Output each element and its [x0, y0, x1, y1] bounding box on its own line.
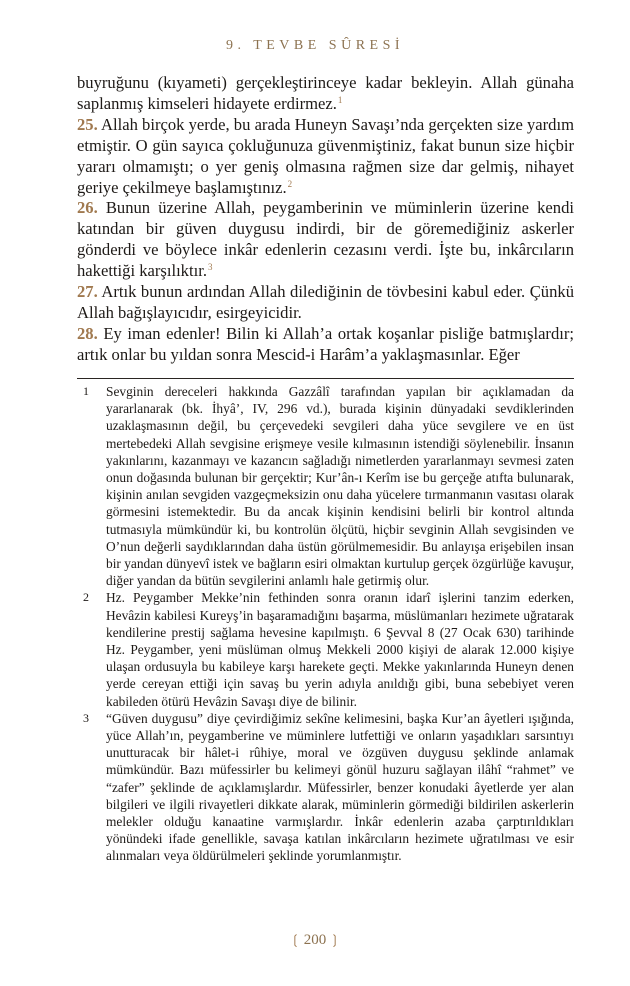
footnote-text: Hz. Peygamber Mekke’nin fethinden sonra oranın idarî işlerini tanzim ederken, Hevâzin kabilesi Kureyş’in başaramadığını başarma, müslümanları hezimete uğratarak kendilerine prestij sağlama hevesine kapılmıştı. 6 Şevval 8 (27 Ocak 630) tarihinde Hz. Peygamber, yeni müslüman olmuş Mekkeli 2000 kişiyi de alarak 12.000 kişiye ulaşan ordusuyla bu kabileye karşı harekete geçti. Mekke yakınlarında Huneyn denen yerde cereyan ettiği için savaş bu yerin adıyla anıldığı gibi, buna sebebiyet veren kabileden ötürü Hevâzin Savaşı diye de bilinir. [106, 590, 574, 709]
verse-text-segment: buyruğunu (kıyameti) gerçekleştirinceye kadar bekleyin. Allah günaha saplanmış kimseleri hidayete erdirmez. [77, 73, 574, 113]
verse-text [77, 73, 574, 366]
footnote-ref[interactable]: 2 [287, 178, 293, 189]
footnotes [77, 383, 574, 865]
footnote [77, 589, 574, 709]
left-ornament-icon: ❲ [289, 932, 301, 947]
footnote-number: 3 [83, 710, 89, 725]
footnote [77, 710, 574, 865]
verse-text-segment: Artık bunun ardından Allah dilediğinin de tövbesini kabul eder. Çünkü Allah bağışlayıcıdır, esirgeyicidir. [77, 282, 574, 322]
verse-number: 28. [77, 323, 98, 343]
verse-text-segment: Allah birçok yerde, bu arada Huneyn Savaşı’nda gerçekten size yardım etmiştir. O gün sayıca çokluğunuza güvenmiştiniz, fakat bunun size hiçbir yararı olmamıştı; o yer geniş olmasına rağmen size dar gelmiş, nihayet geriye çekilmeye başlamıştınız. [77, 114, 574, 197]
footnote-number: 2 [83, 590, 89, 605]
footnote-number: 1 [83, 384, 89, 398]
verse-text-segment: Bunun üzerine Allah, peygamberinin ve müminlerin üzerine kendi katından bir güven duygusu indirdi, bir de göremediğiniz askerler gönderdi ve böylece inkâr edenlerin cezasını verdi. İşte bu, inkârcıların hakettiği karşılıktır. [77, 198, 574, 281]
footnote [77, 383, 574, 589]
verse-text-segment: Ey iman edenler! Bilin ki Allah’a ortak koşanlar pisliğe batmışlardır; artık onlar bu yıldan sonra Mescid-i Harâm’a yaklaşmasınlar. Eğer [77, 323, 575, 364]
footnote-text: Sevginin dereceleri hakkında Gazzâlî tarafından yapılan bir açıklamadan da yararlanarak (bk. İhyâ’, IV, 296 vd.), burada kişinin dünyadaki sevdiklerinden uzaklaşmasının değil, bu çerçevedeki sevgileri daha yüce sevgilere ve en üst mertebedeki Allah sevgisine erişmeye vesile kılmasının istendiği söylenebilir. İnsanın yakınlarını, kazanmayı ve kazancın sağladığı nimetlerden yararlanmayı sevmesi zaten onun doğasında bulunan bir gerçektir; Kur’ân-ı Kerîm ise bu gerçeğe atıfta bulunarak, kişinin anılan sevgiden vazgeçmeksizin onu daha yücelere tırmanmanın vasıtası olarak görmesini istemektedir. Bu da ancak kişinin kendisini belirli bir kontrol altında tutmasıyla mümkündür ki, bu kontrolün ölçütü, hiçbir sevginin Allah sevgisinden ve O’nun değerli saydıklarından daha üstün görülmemesidir. Bu anlayışa erişebilen insan bir yandan dünyevî istek ve bağların esiri olmaktan kurtulup gerçek özgürlüğe kavuşur, diğer yandan da bütün sevgilerini anlamlı hale getirmiş olur. [106, 384, 574, 589]
footnote-ref[interactable]: 1 [337, 94, 343, 105]
footnote-text: “Güven duygusu” diye çevirdiğimiz sekîne kelimesini, başka Kur’an âyetleri ışığında, yüce Allah’ın, peygamberine ve müminlere lutfettiği ve onların yaşadıkları sarsıntıyı unutturacak bir hâlet-i rûhiye, moral ve özgüven duygusu şeklinde anlamak mümkündür. Bazı müfessirler bu kelimeyi gönül huzuru sağlayan ilâhî “rahmet” ve “zafer” şeklinde de açıklamışlardır. Müfessirler, benzer konudaki âyetlerde yer alan bilgileri ve ilgili rivayetleri dikkate alarak, müminlerin görmediği bildirilen askerlerin melekler olduğu kanaatine varmışlardır. İnkâr edenlerin azaba çarptırıldıkları yönündeki ifade genellikle, savaşa katılan inkârcıların hezimete uğratılması ve esir alınmaları veya öldürülmeleri şeklinde yorumlanmıştır. [106, 710, 574, 864]
verse-paragraph [77, 73, 574, 115]
footnote-divider [77, 378, 574, 379]
verse-paragraph [77, 324, 574, 366]
verse-paragraph [77, 115, 574, 199]
page-number-value: 200 [303, 932, 327, 948]
verse-paragraph [77, 282, 574, 324]
running-header: 9. TEVBE SÛRESİ [225, 38, 405, 53]
verse-number: 26. [77, 198, 98, 218]
right-ornament-icon: ❳ [329, 932, 341, 947]
page-number [0, 932, 630, 949]
verse-number: 25. [77, 114, 98, 134]
footnote-ref[interactable]: 3 [207, 262, 213, 273]
verse-paragraph [77, 198, 574, 282]
verse-number: 27. [77, 282, 98, 302]
